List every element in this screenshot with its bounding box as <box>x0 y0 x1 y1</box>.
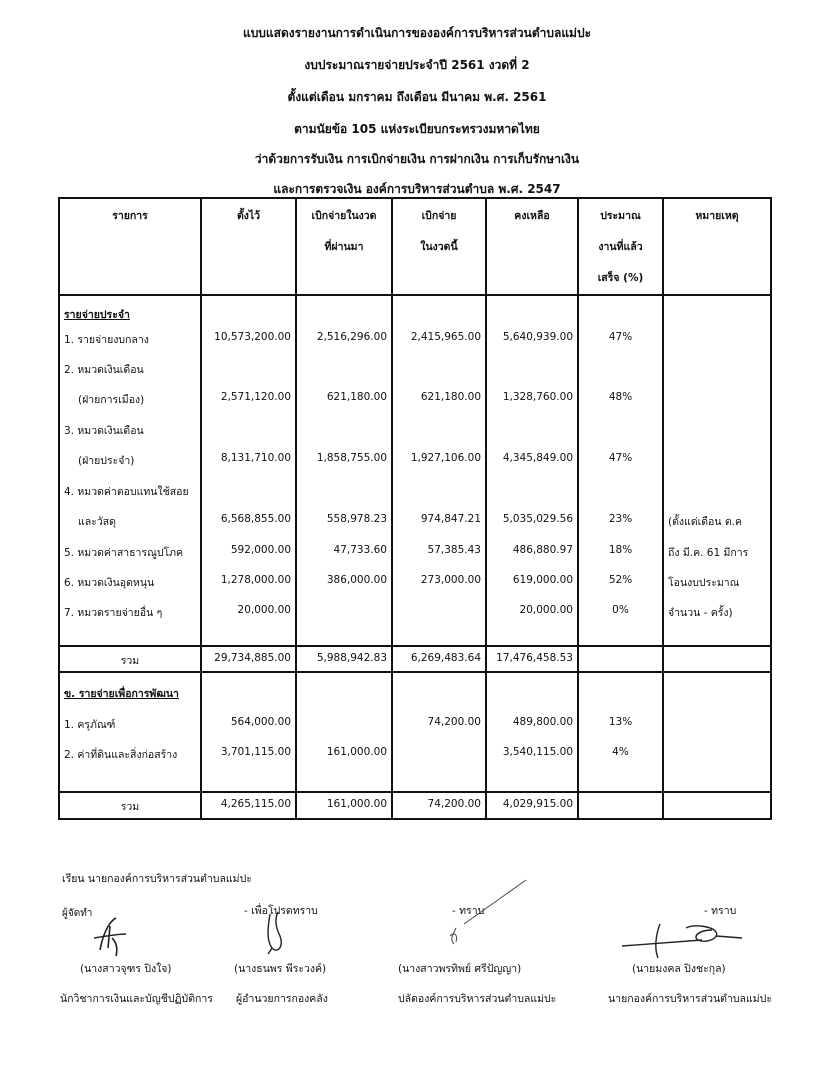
acknowledge-note-1: - เพื่อโปรดทราบ <box>244 905 318 917</box>
header-item: รายการ <box>59 198 201 295</box>
row-current: 57,385.43 <box>392 538 486 568</box>
row-item: 3. หมวดเงินเดือน <box>59 416 201 446</box>
row-remaining: 4,345,849.00 <box>486 446 578 477</box>
row-item: 2. ค่าที่ดินและสิ่งก่อสร้าง <box>59 740 201 792</box>
total-current: 6,269,483.64 <box>392 646 486 672</box>
row-percent: 48% <box>578 385 663 416</box>
section-title: ข. รายจ่ายเพื่อการพัฒนา <box>64 688 179 700</box>
signer-name-1: (นางสาวจุฑร ปิงใจ) <box>80 963 172 975</box>
row-item: 2. หมวดเงินเดือน <box>59 355 201 385</box>
row-budget: 1,278,000.00 <box>201 568 296 598</box>
row-budget: 3,701,115.00 <box>201 740 296 792</box>
total-remaining: 4,029,915.00 <box>486 792 578 819</box>
header-previous-period: เบิกจ่ายในงวด ที่ผ่านมา <box>296 198 392 295</box>
row-previous: 621,180.00 <box>296 385 392 416</box>
header-note: หมายเหตุ <box>663 198 771 295</box>
report-title-line-6: และการตรวจเงิน องค์การบริหารส่วนตำบล พ.ศ. 2547 <box>273 182 561 196</box>
table-row <box>59 477 771 507</box>
total-budget: 4,265,115.00 <box>201 792 296 819</box>
row-percent: 4% <box>578 740 663 792</box>
table-row <box>59 385 771 416</box>
total-label: รวม <box>59 792 201 819</box>
header-remaining: คงเหลือ <box>486 198 578 295</box>
row-note: (ตั้งแต่เดือน ต.ค <box>663 507 771 538</box>
signer-position-2: ผู้อำนวยการกองคลัง <box>236 993 328 1005</box>
row-remaining: 489,800.00 <box>486 710 578 740</box>
budget-report-table <box>58 197 772 820</box>
table-row <box>59 446 771 477</box>
row-percent: 0% <box>578 598 663 646</box>
row-previous <box>296 598 392 646</box>
row-item: 1. ครุภัณฑ์ <box>59 710 201 740</box>
table-row <box>59 538 771 568</box>
row-percent: 47% <box>578 446 663 477</box>
acknowledge-note-3: - ทราบ <box>704 905 737 917</box>
total-row <box>59 792 771 819</box>
report-title-line-3: ตั้งแต่เดือน มกราคม ถึงเดือน มีนาคม พ.ศ. 2561 <box>287 90 547 104</box>
row-percent: 23% <box>578 507 663 538</box>
table-row <box>59 507 771 538</box>
signer-position-3: ปลัดองค์การบริหารส่วนตำบลแม่ปะ <box>398 993 557 1005</box>
row-item: 7. หมวดรายจ่ายอื่น ๆ <box>59 598 201 646</box>
row-current: 74,200.00 <box>392 710 486 740</box>
row-remaining: 1,328,760.00 <box>486 385 578 416</box>
signer-name-3: (นางสาวพรทิพย์ ศรีปัญญา) <box>398 963 522 975</box>
row-current <box>392 740 486 792</box>
row-previous: 47,733.60 <box>296 538 392 568</box>
addressee: เรียน นายกองค์การบริหารส่วนตำบลแม่ปะ <box>62 873 252 885</box>
report-title-line-2: งบประมาณรายจ่ายประจำปี 2561 งวดที่ 2 <box>304 58 530 72</box>
row-note: จำนวน - ครั้ง) <box>663 598 771 646</box>
row-current: 2,415,965.00 <box>392 325 486 355</box>
row-remaining: 486,880.97 <box>486 538 578 568</box>
row-note: โอนงบประมาณ <box>663 568 771 598</box>
report-title-line-4: ตามนัยข้อ 105 แห่งระเบียบกระทรวงมหาดไทย <box>294 122 540 136</box>
row-remaining: 20,000.00 <box>486 598 578 646</box>
total-budget: 29,734,885.00 <box>201 646 296 672</box>
table-row <box>59 568 771 598</box>
signer-name-4: (นายมงคล ปิงชะกุล) <box>632 963 726 975</box>
header-budget: ตั้งไว้ <box>201 198 296 295</box>
row-budget: 6,568,855.00 <box>201 507 296 538</box>
row-percent: 13% <box>578 710 663 740</box>
report-title-line-1: แบบแสดงรายงานการดำเนินการขององค์การบริหารส่วนตำบลแม่ปะ <box>242 26 592 40</box>
row-item: และวัสดุ <box>59 507 201 538</box>
row-item: (ฝ่ายการเมือง) <box>59 385 201 416</box>
row-budget: 8,131,710.00 <box>201 446 296 477</box>
row-percent: 52% <box>578 568 663 598</box>
report-title-line-5: ว่าด้วยการรับเงิน การเบิกจ่ายเงิน การฝากเงิน การเก็บรักษาเงิน <box>254 152 580 166</box>
total-current: 74,200.00 <box>392 792 486 819</box>
section-title: รายจ่ายประจำ <box>64 309 130 321</box>
row-previous <box>296 710 392 740</box>
row-remaining: 3,540,115.00 <box>486 740 578 792</box>
table-row <box>59 295 771 325</box>
total-previous: 161,000.00 <box>296 792 392 819</box>
table-row <box>59 710 771 740</box>
row-current: 1,927,106.00 <box>392 446 486 477</box>
row-remaining: 619,000.00 <box>486 568 578 598</box>
table-row <box>59 416 771 446</box>
row-previous: 2,516,296.00 <box>296 325 392 355</box>
table-row <box>59 740 771 792</box>
row-budget: 20,000.00 <box>201 598 296 646</box>
signer-name-2: (นางธนพร พีระวงค์) <box>234 963 327 975</box>
table-row <box>59 598 771 646</box>
table-row <box>59 355 771 385</box>
signature-2 <box>250 906 300 956</box>
table-row <box>59 672 771 710</box>
signer-position-4: นายกองค์การบริหารส่วนตำบลแม่ปะ <box>608 993 772 1005</box>
row-item: 4. หมวดค่าตอบแทนใช้สอย <box>59 477 201 507</box>
preparer-label: ผู้จัดทำ <box>62 908 93 919</box>
table-header-row <box>59 198 771 295</box>
row-previous: 558,978.23 <box>296 507 392 538</box>
row-percent: 47% <box>578 325 663 355</box>
row-budget: 592,000.00 <box>201 538 296 568</box>
total-label: รวม <box>59 646 201 672</box>
total-previous: 5,988,942.83 <box>296 646 392 672</box>
total-row <box>59 646 771 672</box>
signer-position-1: นักวิชาการเงินและบัญชีปฏิบัติการ <box>60 993 213 1005</box>
row-previous: 386,000.00 <box>296 568 392 598</box>
row-previous: 161,000.00 <box>296 740 392 792</box>
signature-3 <box>440 876 530 948</box>
row-item: 5. หมวดค่าสาธารณูปโภค <box>59 538 201 568</box>
signature-1 <box>82 908 142 963</box>
row-budget: 2,571,120.00 <box>201 385 296 416</box>
row-budget: 564,000.00 <box>201 710 296 740</box>
row-item: 1. รายจ่ายงบกลาง <box>59 325 201 355</box>
table-row <box>59 325 771 355</box>
row-remaining: 5,035,029.56 <box>486 507 578 538</box>
row-current: 974,847.21 <box>392 507 486 538</box>
row-item: (ฝ่ายประจำ) <box>59 446 201 477</box>
header-percent-done: ประมาณ งานที่แล้ว เสร็จ (%) <box>578 198 663 295</box>
row-budget: 10,573,200.00 <box>201 325 296 355</box>
total-remaining: 17,476,458.53 <box>486 646 578 672</box>
row-previous: 1,858,755.00 <box>296 446 392 477</box>
row-current <box>392 598 486 646</box>
row-remaining: 5,640,939.00 <box>486 325 578 355</box>
row-current: 621,180.00 <box>392 385 486 416</box>
row-current: 273,000.00 <box>392 568 486 598</box>
row-note: ถึง มี.ค. 61 มีการ <box>663 538 771 568</box>
signature-4 <box>616 918 746 962</box>
row-item: 6. หมวดเงินอุดหนุน <box>59 568 201 598</box>
row-percent: 18% <box>578 538 663 568</box>
acknowledge-note-2: - ทราบ <box>452 905 485 917</box>
header-current-period: เบิกจ่าย ในงวดนี้ <box>392 198 486 295</box>
